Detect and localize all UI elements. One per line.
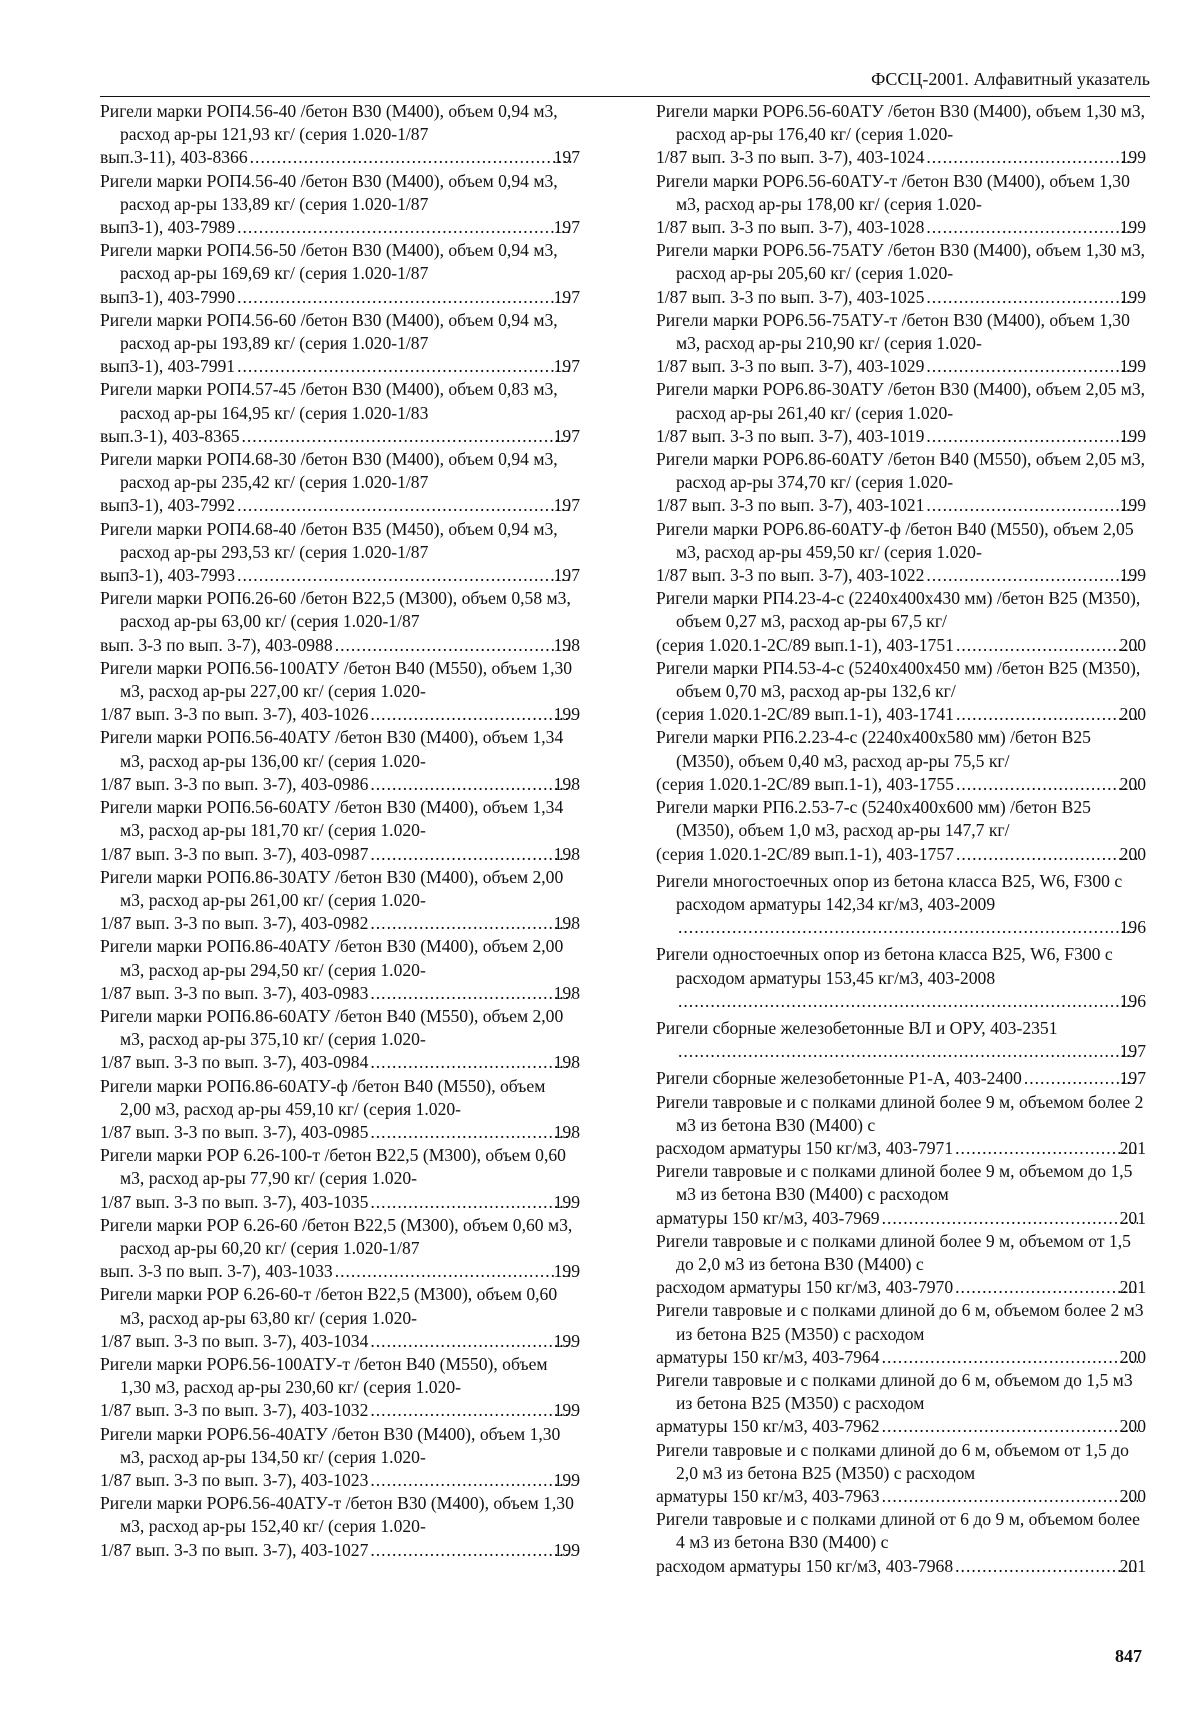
entry-text-tail: 1/87 вып. 3-3 по вып. 3-7), 403-1024 [656, 147, 925, 168]
entry-leader-line [656, 703, 1146, 726]
entry-leader-line [100, 634, 580, 657]
entry-page-ref: 199 [553, 704, 580, 725]
entry-leader-line [656, 1346, 1146, 1369]
index-entry [656, 378, 1146, 448]
entry-page-ref: 199 [553, 1191, 580, 1212]
entry-text: Ригели марки РОП6.56-60АТУ /бетон В30 (М400), объем 1,34 м3, расход ар-ры 181,70 кг/ (серия 1.020- [100, 797, 564, 841]
entry-text-tail: 1/87 вып. 3-3 по вып. 3-7), 403-1021 [656, 495, 925, 516]
dot-leader [926, 146, 1137, 169]
dot-leader [955, 1276, 1137, 1299]
dot-leader [370, 982, 571, 1005]
dot-leader [237, 355, 572, 378]
entry-leader-line [656, 634, 1146, 657]
entry-page-ref: 199 [1119, 217, 1146, 238]
entry-text-tail: 1/87 вып. 3-3 по вып. 3-7), 403-1032 [100, 1400, 369, 1421]
index-entry [100, 587, 580, 657]
entry-text: Ригели марки РОР 6.26-100-т /бетон В22,5 (М300), объем 0,60 м3, расход ар-ры 77,90 кг/ (серия 1.020- [100, 1145, 566, 1189]
dot-leader [956, 703, 1138, 726]
entry-text-tail: вып. 3-3 по вып. 3-7), 403-0988 [100, 634, 333, 655]
entry-text-tail: вып.3-1), 403-8365 [100, 425, 240, 446]
header-title: ФССЦ-2001. Алфавитный указатель [871, 69, 1150, 89]
entry-leader-line [656, 843, 1146, 866]
dot-leader [237, 564, 572, 587]
index-entry [656, 170, 1146, 240]
entry-text: Ригели марки РОП6.56-40АТУ /бетон В30 (М400), объем 1,34 м3, расход ар-ры 136,00 кг/ (серия 1.020- [100, 727, 564, 771]
index-entry [656, 657, 1146, 727]
entry-page-ref: 199 [1119, 147, 1146, 168]
entry-text-tail: вып3-1), 403-7991 [100, 356, 236, 377]
entry-text: Ригели марки РОП6.26-60 /бетон В22,5 (М300), объем 0,58 м3, расход ар-ры 63,00 кг/ (серия 1.020-1/87 [100, 588, 571, 632]
entry-leader-line [656, 773, 1146, 796]
index-entry [656, 1299, 1146, 1369]
dot-leader [926, 286, 1137, 309]
entry-text: Ригели марки РОР6.56-100АТУ-т /бетон В40 (М550), объем 1,30 м3, расход ар-ры 230,60 кг/ (серия 1.020- [100, 1353, 548, 1398]
index-entry [100, 170, 580, 240]
index-entry [656, 448, 1146, 518]
entry-text: Ригели марки РОР6.56-75АТУ-т /бетон В30 (М400), объем 1,30 м3, расход ар-ры 210,90 кг/ (серия 1.020- [656, 309, 1130, 354]
index-entry [656, 870, 1146, 940]
entry-text-tail: (серия 1.020.1-2С/89 вып.1-1), 403-1755 [656, 773, 954, 794]
entry-page-ref: 197 [553, 217, 580, 238]
entry-text-tail: 1/87 вып. 3-3 по вып. 3-7), 403-1026 [100, 704, 369, 725]
entry-leader-line [656, 1137, 1146, 1160]
index-entry [100, 1075, 580, 1145]
index-entry [100, 1005, 580, 1075]
entry-text-tail: 1/87 вып. 3-3 по вып. 3-7), 403-1034 [100, 1330, 369, 1351]
entry-page-ref: 197 [553, 425, 580, 446]
dot-leader [250, 146, 572, 169]
entry-text: Ригели марки РОР6.56-75АТУ /бетон В30 (М400), объем 1,30 м3, расход ар-ры 205,60 кг/ (серия 1.020- [656, 240, 1146, 284]
dot-leader [882, 1346, 1138, 1369]
entry-page-ref: 199 [1119, 356, 1146, 377]
index-entry [100, 1492, 580, 1562]
entry-leader-line [676, 916, 1146, 939]
entry-text: Ригели марки РОР6.56-60АТУ /бетон В30 (М400), объем 1,30 м3, расход ар-ры 176,40 кг/ (серия 1.020- [656, 101, 1146, 145]
index-entry [100, 1214, 580, 1284]
entry-text: Ригели марки РОР6.56-40АТУ-т /бетон В30 (М400), объем 1,30 м3, расход ар-ры 152,40 кг/ (серия 1.020- [100, 1493, 574, 1537]
entry-text-tail: (серия 1.020.1-2С/89 вып.1-1), 403-1741 [656, 704, 954, 725]
entry-text-tail: вып3-1), 403-7993 [100, 565, 236, 586]
dot-leader [335, 634, 572, 657]
entry-leader-line [100, 773, 580, 796]
entry-text-tail: вып3-1), 403-7992 [100, 495, 236, 516]
entry-text-tail: 1/87 вып. 3-3 по вып. 3-7), 403-1022 [656, 565, 925, 586]
entry-leader-line [100, 1121, 580, 1144]
entry-page-ref: 198 [553, 982, 580, 1003]
entry-text: Ригели марки РП6.2.23-4-с (2240х400х580 мм) /бетон В25 (М350), объем 0,40 м3, расход ар-ры 75,5 кг/ [656, 727, 1091, 771]
dot-leader [956, 773, 1138, 796]
index-entry [100, 796, 580, 866]
entry-leader-line [100, 146, 580, 169]
dot-leader [370, 1330, 571, 1353]
entry-text: Ригели марки РОР6.86-60АТУ /бетон В40 (М550), объем 2,05 м3, расход ар-ры 374,70 кг/ (серия 1.020- [656, 449, 1146, 493]
index-entry [100, 518, 580, 588]
entry-text: Ригели марки РОП6.86-60АТУ-ф /бетон В40 (М550), объем 2,00 м3, расход ар-ры 459,10 кг/ (серия 1.020- [100, 1075, 546, 1119]
entry-text: Ригели марки РОП4.56-50 /бетон В30 (М400), объем 0,94 м3, расход ар-ры 169,69 кг/ (серия 1.020-1/87 [100, 240, 558, 284]
index-entry [656, 1369, 1146, 1439]
dot-leader [237, 494, 572, 517]
entry-text-tail: 1/87 вып. 3-3 по вып. 3-7), 403-1027 [100, 1539, 369, 1560]
entry-text: Ригели марки РОР 6.26-60 /бетон В22,5 (М300), объем 0,60 м3, расход ар-ры 60,20 кг/ (серия 1.020-1/87 [100, 1214, 573, 1258]
index-entry [656, 1091, 1146, 1161]
entry-page-ref: 198 [553, 634, 580, 655]
dot-leader [956, 843, 1138, 866]
dot-leader [926, 216, 1137, 239]
entry-page-ref: 201 [1119, 1277, 1146, 1298]
entry-text-tail: 1/87 вып. 3-3 по вып. 3-7), 403-0985 [100, 1121, 369, 1142]
index-entry [100, 935, 580, 1005]
entry-page-ref: 199 [553, 1469, 580, 1490]
entry-page-ref: 197 [1119, 1068, 1146, 1089]
dot-leader [335, 1260, 572, 1283]
entry-leader-line [100, 494, 580, 517]
index-entry [656, 100, 1146, 170]
dot-leader [237, 216, 572, 239]
dot-leader [926, 355, 1137, 378]
entry-text: Ригели марки РОП4.57-45 /бетон В30 (М400), объем 0,83 м3, расход ар-ры 164,95 кг/ (серия 1.020-1/83 [100, 379, 558, 423]
dot-leader [678, 990, 1138, 1013]
dot-leader [370, 1399, 571, 1422]
dot-leader [237, 286, 572, 309]
entry-leader-line [656, 1485, 1146, 1508]
entry-text-tail: 1/87 вып. 3-3 по вып. 3-7), 403-1035 [100, 1191, 369, 1212]
index-entry [100, 866, 580, 936]
entry-page-ref: 199 [553, 1539, 580, 1560]
entry-text-tail: арматуры 150 кг/м3, 403-7964 [656, 1346, 880, 1367]
entry-text-tail: арматуры 150 кг/м3, 403-7969 [656, 1207, 880, 1228]
page-number: 847 [1115, 1646, 1142, 1666]
entry-text: Ригели многостоечных опор из бетона класса В25, W6, F300 с расходом арматуры 142,34 кг/м3, 403-2009 [656, 870, 1123, 914]
index-entry [656, 1230, 1146, 1300]
index-entry [100, 239, 580, 309]
entry-page-ref: 199 [1119, 425, 1146, 446]
entry-page-ref: 200 [1119, 843, 1146, 864]
index-entry [656, 587, 1146, 657]
entry-leader-line [100, 286, 580, 309]
index-entry [100, 448, 580, 518]
entry-text-tail: 1/87 вып. 3-3 по вып. 3-7), 403-1025 [656, 286, 925, 307]
entry-leader-line [656, 494, 1146, 517]
entry-text: Ригели марки РОП4.68-40 /бетон В35 (М450), объем 0,94 м3, расход ар-ры 293,53 кг/ (серия 1.020-1/87 [100, 518, 558, 562]
entry-text: Ригели марки РОР6.86-60АТУ-ф /бетон В40 (М550), объем 2,05 м3, расход ар-ры 459,50 кг/ (серия 1.020- [656, 518, 1134, 562]
entry-leader-line [100, 1051, 580, 1074]
dot-leader [882, 1415, 1138, 1438]
entry-text: Ригели марки РП4.53-4-с (5240х400х450 мм) /бетон В25 (М350), объем 0,70 м3, расход ар-ры 132,6 кг/ [656, 657, 1141, 702]
entry-page-ref: 201 [1119, 1137, 1146, 1158]
entry-page-ref: 200 [1119, 1416, 1146, 1437]
entry-leader-line [656, 1207, 1146, 1230]
entry-page-ref: 199 [553, 1400, 580, 1421]
entry-leader-line [100, 1330, 580, 1353]
index-entry [100, 309, 580, 379]
index-column-left [100, 100, 580, 1562]
entry-page-ref: 198 [553, 773, 580, 794]
entry-leader-line [656, 355, 1146, 378]
entry-page-ref: 197 [553, 565, 580, 586]
entry-page-ref: 200 [1119, 1346, 1146, 1367]
entry-text-tail: Ригели сборные железобетонные Р1-А, 403-2400 [656, 1068, 1022, 1089]
entry-text-tail: 1/87 вып. 3-3 по вып. 3-7), 403-0984 [100, 1052, 369, 1073]
index-entry [100, 1353, 580, 1423]
entry-leader-line [676, 1040, 1146, 1063]
entry-page-ref: 201 [1119, 1207, 1146, 1228]
dot-leader [370, 703, 571, 726]
entry-page-ref: 199 [1119, 565, 1146, 586]
entry-text-tail: вып.3-11), 403-8366 [100, 147, 248, 168]
entry-text-tail: 1/87 вып. 3-3 по вып. 3-7), 403-1028 [656, 217, 925, 238]
entry-leader-line [656, 216, 1146, 239]
index-entry [100, 100, 580, 170]
index-entry [100, 726, 580, 796]
entry-page-ref: 197 [553, 495, 580, 516]
entry-text-tail: 1/87 вып. 3-3 по вып. 3-7), 403-1029 [656, 356, 925, 377]
entry-page-ref: 198 [553, 843, 580, 864]
dot-leader [882, 1207, 1138, 1230]
entry-page-ref: 200 [1119, 634, 1146, 655]
entry-text: Ригели сборные железобетонные ВЛ и ОРУ, 403-2351 [656, 1017, 1058, 1038]
entry-leader-line [100, 425, 580, 448]
dot-leader [678, 1040, 1138, 1063]
entry-leader-line [656, 425, 1146, 448]
entry-page-ref: 198 [553, 1052, 580, 1073]
dot-leader [370, 1121, 571, 1144]
entry-text: Ригели марки РОР6.56-60АТУ-т /бетон В30 (М400), объем 1,30 м3, расход ар-ры 178,00 кг/ (серия 1.020- [656, 170, 1130, 214]
index-entry [100, 1423, 580, 1493]
entry-text-tail: 1/87 вып. 3-3 по вып. 3-7), 403-0982 [100, 913, 369, 934]
entry-page-ref: 200 [1119, 773, 1146, 794]
dot-leader [370, 843, 571, 866]
entry-text-tail: вып3-1), 403-7989 [100, 217, 236, 238]
dot-leader [678, 916, 1138, 939]
entry-page-ref: 201 [1119, 1555, 1146, 1576]
entry-page-ref: 199 [1119, 286, 1146, 307]
index-entry [656, 726, 1146, 796]
index-entry [656, 1160, 1146, 1230]
entry-page-ref: 198 [553, 913, 580, 934]
entry-leader-line [100, 912, 580, 935]
entry-leader-line [676, 990, 1146, 1013]
entry-text-tail: расходом арматуры 150 кг/м3, 403-7968 [656, 1555, 954, 1576]
entry-text-tail: вып3-1), 403-7990 [100, 286, 236, 307]
entry-leader-line [100, 1469, 580, 1492]
dot-leader [882, 1485, 1138, 1508]
entry-leader-line [100, 216, 580, 239]
entry-page-ref: 197 [553, 147, 580, 168]
entry-leader-line [100, 1399, 580, 1422]
entry-leader-line [100, 703, 580, 726]
index-entry [100, 1283, 580, 1353]
entry-text-tail: (серия 1.020.1-2С/89 вып.1-1), 403-1751 [656, 634, 954, 655]
index-entry [656, 309, 1146, 379]
entry-leader-line [100, 564, 580, 587]
entry-text-tail: 1/87 вып. 3-3 по вып. 3-7), 403-1023 [100, 1469, 369, 1490]
entry-text-tail: расходом арматуры 150 кг/м3, 403-7971 [656, 1137, 954, 1158]
entry-text: Ригели марки РОП6.86-60АТУ /бетон В40 (М550), объем 2,00 м3, расход ар-ры 375,10 кг/ (серия 1.020- [100, 1005, 564, 1050]
entry-leader-line [100, 1260, 580, 1283]
entry-leader-line [656, 146, 1146, 169]
dot-leader [955, 1555, 1137, 1578]
entry-leader-line [656, 1555, 1146, 1578]
entry-text: Ригели тавровые и с полками длиной до 6 м, объемом до 1,5 м3 из бетона В25 (М350) с расходом [656, 1369, 1133, 1414]
entry-text: Ригели тавровые и с полками длиной до 6 м, объемом от 1,5 до 2,0 м3 из бетона В25 (М350) с расходом [656, 1439, 1129, 1483]
entry-text: Ригели тавровые и с полками длиной до 6 м, объемом более 2 м3 из бетона В25 (М350) с расходом [656, 1300, 1144, 1344]
entry-text: Ригели одностоечных опор из бетона класса В25, W6, F300 с расходом арматуры 153,45 кг/м3, 403-2008 [656, 944, 1113, 988]
entry-text-tail: 1/87 вып. 3-3 по вып. 3-7), 403-0986 [100, 773, 369, 794]
dot-leader [242, 425, 572, 448]
dot-leader [926, 494, 1137, 517]
entry-page-ref: 197 [553, 286, 580, 307]
entry-page-ref: 199 [553, 1261, 580, 1282]
index-entry [656, 1067, 1146, 1090]
entry-text: Ригели марки РОП6.56-100АТУ /бетон В40 (М550), объем 1,30 м3, расход ар-ры 227,00 кг/ (серия 1.020- [100, 657, 573, 702]
entry-text: Ригели марки РП6.2.53-7-с (5240х400х600 мм) /бетон В25 (М350), объем 1,0 м3, расход ар-ры 147,7 кг/ [656, 797, 1091, 841]
entry-leader-line [656, 286, 1146, 309]
entry-text: Ригели тавровые и с полками длиной от 6 до 9 м, объемом более 4 м3 из бетона В30 (М400) с [656, 1509, 1140, 1553]
entry-text-tail: 1/87 вып. 3-3 по вып. 3-7), 403-1019 [656, 425, 925, 446]
index-entry [100, 378, 580, 448]
entry-text: Ригели марки РОР6.86-30АТУ /бетон В30 (М400), объем 2,05 м3, расход ар-ры 261,40 кг/ (серия 1.020- [656, 379, 1146, 423]
entry-text-tail: 1/87 вып. 3-3 по вып. 3-7), 403-0983 [100, 982, 369, 1003]
index-entry [656, 1508, 1146, 1578]
entry-text: Ригели марки РОП4.56-40 /бетон В30 (М400), объем 0,94 м3, расход ар-ры 133,89 кг/ (серия 1.020-1/87 [100, 170, 558, 214]
entry-page-ref: 199 [553, 1330, 580, 1351]
entry-text-tail: арматуры 150 кг/м3, 403-7963 [656, 1485, 880, 1506]
entry-page-ref: 196 [1119, 917, 1146, 938]
entry-leader-line [656, 1276, 1146, 1299]
entry-text-tail: вып. 3-3 по вып. 3-7), 403-1033 [100, 1261, 333, 1282]
entry-page-ref: 198 [553, 1121, 580, 1142]
entry-text: Ригели марки РОР6.56-40АТУ /бетон В30 (М400), объем 1,30 м3, расход ар-ры 134,50 кг/ (серия 1.020- [100, 1423, 561, 1467]
index-column-right [656, 100, 1146, 1578]
entry-page-ref: 200 [1119, 704, 1146, 725]
entry-text: Ригели марки РОП6.86-40АТУ /бетон В30 (М400), объем 2,00 м3, расход ар-ры 294,50 кг/ (серия 1.020- [100, 936, 564, 980]
entry-text: Ригели марки РОП6.86-30АТУ /бетон В30 (М400), объем 2,00 м3, расход ар-ры 261,00 кг/ (серия 1.020- [100, 866, 564, 910]
entry-leader-line [100, 1191, 580, 1214]
index-entry [656, 239, 1146, 309]
entry-text-tail: (серия 1.020.1-2С/89 вып.1-1), 403-1757 [656, 843, 954, 864]
index-entry [656, 1439, 1146, 1509]
index-entry [100, 657, 580, 727]
index-entry [656, 1017, 1146, 1063]
entry-text: Ригели тавровые и с полками длиной более 9 м, объемом от 1,5 до 2,0 м3 из бетона В30 (М400) с [656, 1230, 1131, 1274]
entry-page-ref: 196 [1119, 990, 1146, 1011]
entry-text: Ригели марки РП4.23-4-с (2240х400х430 мм) /бетон В25 (М350), объем 0,27 м3, расход ар-ры 67,5 кг/ [656, 588, 1141, 632]
entry-text: Ригели тавровые и с полками длиной более 9 м, объемом до 1,5 м3 из бетона В30 (М400) с расходом [656, 1161, 1133, 1205]
entry-leader-line [100, 1539, 580, 1562]
entry-leader-line [100, 355, 580, 378]
dot-leader [956, 634, 1138, 657]
dot-leader [370, 1469, 571, 1492]
running-header [100, 68, 1150, 97]
entry-leader-line [656, 564, 1146, 587]
entry-page-ref: 200 [1119, 1485, 1146, 1506]
entry-text: Ригели тавровые и с полками длиной более 9 м, объемом более 2 м3 из бетона В30 (М400) с [656, 1091, 1144, 1135]
entry-text: Ригели марки РОП4.56-40 /бетон В30 (М400), объем 0,94 м3, расход ар-ры 121,93 кг/ (серия 1.020-1/87 [100, 101, 558, 145]
index-entry [100, 1144, 580, 1214]
entry-leader-line [656, 1067, 1146, 1090]
entry-text-tail: арматуры 150 кг/м3, 403-7962 [656, 1416, 880, 1437]
dot-leader [926, 425, 1137, 448]
entry-text-tail: расходом арматуры 150 кг/м3, 403-7970 [656, 1277, 954, 1298]
dot-leader [370, 773, 571, 796]
index-entry [656, 943, 1146, 1013]
dot-leader [370, 1051, 571, 1074]
entry-text: Ригели марки РОР 6.26-60-т /бетон В22,5 (М300), объем 0,60 м3, расход ар-ры 63,80 кг/ (серия 1.020- [100, 1284, 558, 1328]
entry-text-tail: 1/87 вып. 3-3 по вып. 3-7), 403-0987 [100, 843, 369, 864]
entry-page-ref: 199 [1119, 495, 1146, 516]
dot-leader [370, 1191, 571, 1214]
entry-text: Ригели марки РОП4.68-30 /бетон В30 (М400), объем 0,94 м3, расход ар-ры 235,42 кг/ (серия 1.020-1/87 [100, 449, 558, 493]
entry-leader-line [100, 843, 580, 866]
entry-text: Ригели марки РОП4.56-60 /бетон В30 (М400), объем 0,94 м3, расход ар-ры 193,89 кг/ (серия 1.020-1/87 [100, 309, 558, 354]
dot-leader [955, 1137, 1137, 1160]
index-entry [656, 796, 1146, 866]
entry-leader-line [100, 982, 580, 1005]
entry-page-ref: 197 [553, 356, 580, 377]
entry-leader-line [656, 1415, 1146, 1438]
dot-leader [370, 1539, 571, 1562]
dot-leader [926, 564, 1137, 587]
entry-page-ref: 197 [1119, 1041, 1146, 1062]
dot-leader [370, 912, 571, 935]
index-entry [656, 518, 1146, 588]
